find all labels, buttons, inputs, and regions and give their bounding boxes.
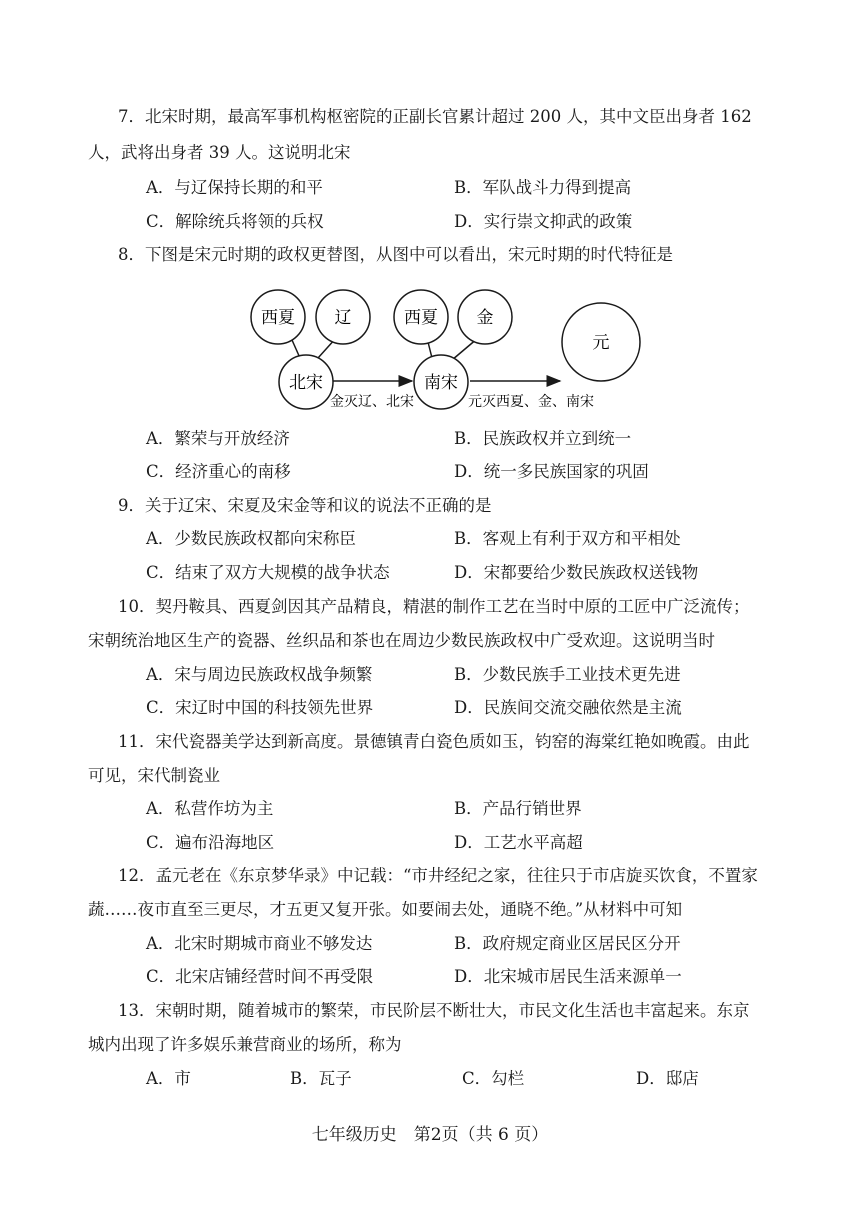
- q11-option-c[interactable]: C．遍布沿海地区: [146, 833, 275, 852]
- q9-option-a[interactable]: A．少数民族政权都向宋称臣: [146, 529, 356, 548]
- q7-option-d[interactable]: D．实行崇文抑武的政策: [454, 212, 633, 231]
- q12-option-d[interactable]: D．北宋城市居民生活来源单一: [454, 967, 682, 986]
- q10-option-a[interactable]: A．宋与周边民族政权战争频繁: [146, 665, 373, 684]
- arrow-label-2: 元灭西夏、金、南宋: [468, 394, 594, 410]
- q11-line-2: 可见，宋代制瓷业: [88, 766, 220, 785]
- q10-option-c[interactable]: C．宋辽时中国的科技领先世界: [146, 698, 374, 717]
- svg-text:辽: 辽: [334, 308, 352, 328]
- svg-text:北宋: 北宋: [289, 373, 323, 393]
- svg-text:南宋: 南宋: [424, 373, 458, 393]
- q12-option-b[interactable]: B．政府规定商业区居民区分开: [454, 934, 681, 953]
- node-xixia-1: [251, 290, 305, 344]
- q13-option-b[interactable]: B．瓦子: [290, 1069, 352, 1088]
- q12-option-c[interactable]: C．北宋店铺经营时间不再受限: [146, 967, 374, 986]
- q9-option-c[interactable]: C．结束了双方大规模的战争状态: [146, 563, 390, 582]
- svg-text:元: 元: [592, 333, 610, 353]
- q8-option-d[interactable]: D．统一多民族国家的巩固: [454, 462, 649, 481]
- q7-line-1: 7．北宋时期，最高军事机构枢密院的正副长官累计超过 200 人，其中文臣出身者 162: [118, 107, 752, 126]
- q9-option-d[interactable]: D．宋都要给少数民族政权送钱物: [454, 563, 699, 582]
- q9-option-b[interactable]: B．客观上有利于双方和平相处: [454, 529, 681, 548]
- q7-option-b[interactable]: B．军队战斗力得到提高: [454, 178, 632, 197]
- q13-line-2: 城内出现了许多娱乐兼营商业的场所，称为: [88, 1035, 402, 1054]
- q11-option-b[interactable]: B．产品行销世界: [454, 799, 582, 818]
- q7-option-c[interactable]: C．解除统兵将领的兵权: [146, 212, 324, 231]
- regime-change-diagram: [0, 280, 860, 420]
- q10-option-d[interactable]: D．民族间交流交融依然是主流: [454, 698, 682, 717]
- node-nansong: [414, 355, 468, 409]
- q12-line-2: 蔬……夜市直至三更尽，才五更又复开张。如要闹去处，通晓不绝。”从材料中可知: [88, 900, 683, 919]
- node-yuan: [562, 303, 640, 381]
- page-footer: 七年级历史 第2页（共 6 页）: [311, 1125, 549, 1145]
- q13-option-a[interactable]: A．市: [146, 1069, 191, 1088]
- q13-option-c[interactable]: C．勾栏: [462, 1069, 525, 1088]
- q11-option-a[interactable]: A．私营作坊为主: [146, 799, 274, 818]
- q9-line-1: 9．关于辽宋、宋夏及宋金等和议的说法不正确的是: [118, 496, 492, 515]
- q13-line-1: 13．宋朝时期，随着城市的繁荣，市民阶层不断壮大，市民文化生活也丰富起来。东京: [118, 1001, 750, 1020]
- svg-text:金: 金: [476, 308, 494, 328]
- node-xixia-2: [394, 290, 448, 344]
- q12-option-a[interactable]: A．北宋时期城市商业不够发达: [146, 934, 373, 953]
- node-beisong: [279, 355, 333, 409]
- svg-text:西夏: 西夏: [261, 308, 295, 328]
- q10-line-2: 宋朝统治地区生产的瓷器、丝织品和茶也在周边少数民族政权中广受欢迎。这说明当时: [88, 631, 715, 650]
- q11-option-d[interactable]: D．工艺水平高超: [454, 833, 583, 852]
- q7-line-2: 人，武将出身者 39 人。这说明北宋: [88, 143, 351, 162]
- node-liao: [316, 290, 370, 344]
- q8-line-1: 8．下图是宋元时期的政权更替图，从图中可以看出，宋元时期的时代特征是: [118, 245, 673, 264]
- q11-line-1: 11．宋代瓷器美学达到新高度。景德镇青白瓷色质如玉，钧窑的海棠红艳如晚霞。由此: [118, 732, 750, 751]
- q8-option-c[interactable]: C．经济重心的南移: [146, 462, 291, 481]
- svg-text:西夏: 西夏: [404, 308, 438, 328]
- q10-line-1: 10．契丹鞍具、西夏剑因其产品精良，精湛的制作工艺在当时中原的工匠中广泛流传；: [118, 597, 750, 616]
- q7-option-a[interactable]: A．与辽保持长期的和平: [146, 178, 323, 197]
- node-jin: [458, 290, 512, 344]
- arrow-label-1: 金灭辽、北宋: [330, 394, 414, 410]
- q10-option-b[interactable]: B．少数民族手工业技术更先进: [454, 665, 681, 684]
- q8-option-a[interactable]: A．繁荣与开放经济: [146, 429, 290, 448]
- q8-option-b[interactable]: B．民族政权并立到统一: [454, 429, 632, 448]
- q12-line-1: 12．孟元老在《东京梦华录》中记载：“市井经纪之家，往往只于市店旋买饮食，不置家: [118, 866, 758, 885]
- q13-option-d[interactable]: D．邸店: [636, 1069, 699, 1088]
